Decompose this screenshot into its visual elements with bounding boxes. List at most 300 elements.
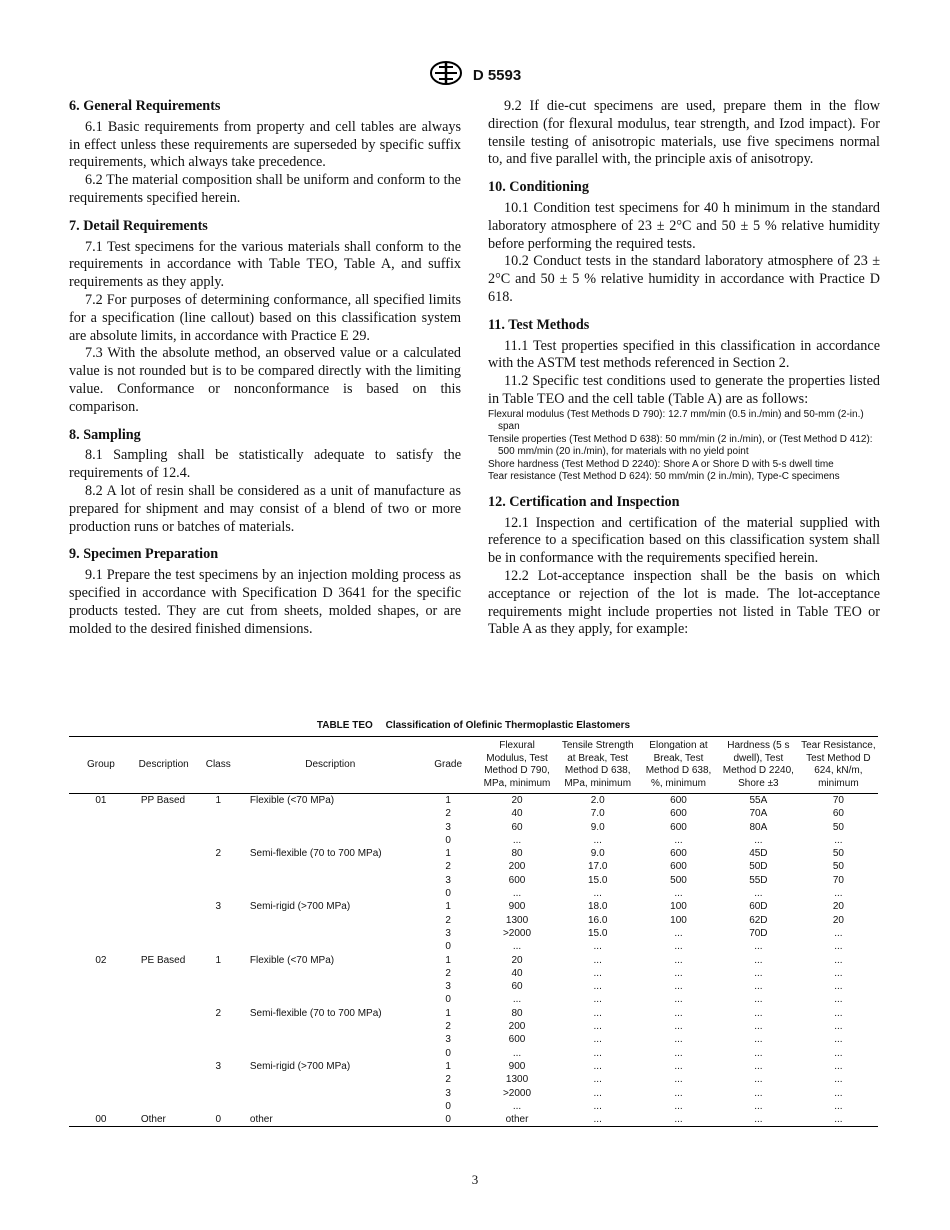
- table-cell: 1300: [505, 1074, 529, 1086]
- paragraph: 8.2 A lot of resin shall be considered as a unit of manufacture as prepared for shipment and may consist of a blend of two or more production runs or batches of materials.: [69, 482, 461, 535]
- table-cell: 1300: [505, 914, 529, 926]
- table-cell: ...: [834, 927, 843, 939]
- table-cell: [242, 834, 419, 847]
- table-cell: 600: [670, 795, 687, 806]
- table-cell: [195, 967, 242, 980]
- table-cell: [242, 860, 419, 873]
- table-title: [69, 720, 878, 731]
- table-cell: 200: [508, 1021, 526, 1033]
- table-cell: 3: [445, 1087, 451, 1099]
- table-cell: 1: [445, 901, 451, 913]
- table-cell: [69, 993, 133, 1006]
- table-cell: other: [478, 1113, 557, 1127]
- table-cell: 3: [445, 927, 451, 939]
- table-cell: ...: [674, 941, 683, 953]
- table-row: [69, 1020, 878, 1033]
- table-cell: [69, 807, 133, 820]
- table-cell: ...: [593, 981, 602, 993]
- table-cell: 900: [508, 1060, 526, 1072]
- table-cell: [133, 1020, 195, 1033]
- table-cell: [69, 1060, 133, 1073]
- table-cell: 100: [670, 901, 687, 913]
- table-cell: [195, 1087, 242, 1100]
- table-cell: 55D: [749, 874, 768, 886]
- table-cell: 60: [511, 821, 523, 833]
- table-cell: [69, 1007, 133, 1020]
- table-cell: ...: [754, 967, 763, 979]
- table-row: [69, 1100, 878, 1113]
- table-title-text: Classification of Olefinic Thermoplastic Elastomers: [385, 720, 631, 731]
- table-cell: 3: [445, 821, 451, 833]
- table-cell: [69, 927, 133, 940]
- table-cell: [195, 834, 242, 847]
- section-heading: 10. Conditioning: [488, 179, 589, 196]
- table-cell: ...: [754, 888, 763, 900]
- table-cell: ...: [834, 981, 843, 993]
- table-cell: [242, 980, 419, 993]
- table-cell: 40: [511, 967, 523, 979]
- table-cell: ...: [754, 1100, 763, 1112]
- table-cell: ...: [593, 1021, 602, 1033]
- table-cell: 70D: [749, 927, 768, 939]
- table-cell: [69, 1087, 133, 1100]
- paragraph: 9.2 If die-cut specimens are used, prepare them in the flow direction (for flexural modulus, tear strength, and Izod impact). For tensile testing of anisotropic materials, use five specimens normal to, and five parallel with, the principle axis of anisotropy.: [488, 98, 880, 168]
- table-cell: 2: [215, 1007, 221, 1019]
- table-row: [69, 1033, 878, 1046]
- table-cell: 0: [445, 1100, 451, 1112]
- table-cell: 3: [445, 1034, 451, 1046]
- table-cell: [195, 980, 242, 993]
- table-cell: 62D: [749, 914, 768, 926]
- table-cell: [133, 834, 195, 847]
- table-row: [69, 807, 878, 820]
- table-cell: ...: [674, 981, 683, 993]
- paragraph: 7.1 Test specimens for the various materials shall conform to the requirements in accordance with Table TEO, Table A, and suffix requirements as they apply.: [69, 238, 461, 291]
- section-heading: 8. Sampling: [69, 426, 141, 443]
- table-cell: [133, 900, 195, 913]
- left-column: [69, 98, 461, 638]
- table-cell: ...: [593, 834, 602, 846]
- table-cell: 2: [445, 967, 451, 979]
- column-header: Tear Resistance, Test Method D 624, kN/m, minimum: [799, 737, 878, 794]
- table-cell: [133, 874, 195, 887]
- table-cell: ...: [834, 1100, 843, 1112]
- table-cell: ...: [834, 994, 843, 1006]
- table-cell: ...: [593, 1074, 602, 1086]
- test-condition-item: Tensile properties (Test Method D 638): 50 mm/min (2 in./min), or (Test Method D 412): 500 mm/min (20 in./min), for materials with no yield point: [488, 433, 873, 458]
- table-cell: [69, 980, 133, 993]
- table-cell: 600: [508, 1034, 526, 1046]
- table-cell: ...: [556, 1113, 639, 1127]
- paragraph: 11.2 Specific test conditions used to generate the properties listed in Table TEO and the cell table (Table A) are as follows:: [488, 373, 880, 407]
- table-cell: 20: [511, 795, 523, 806]
- table-cell: [242, 874, 419, 887]
- classification-table: [69, 736, 878, 1127]
- table-cell: 16.0: [587, 914, 608, 926]
- table-row: [69, 954, 878, 967]
- table-cell: 0: [445, 941, 451, 953]
- table-cell: ...: [754, 1021, 763, 1033]
- table-cell: [69, 1020, 133, 1033]
- table-cell: ...: [834, 967, 843, 979]
- table-cell: [69, 887, 133, 900]
- table-cell: Semi-flexible (70 to 700 MPa): [249, 848, 382, 860]
- table-cell: 17.0: [587, 861, 608, 873]
- table-cell: ...: [593, 1060, 602, 1072]
- table-cell: ...: [754, 954, 763, 966]
- table-cell: ...: [834, 941, 843, 953]
- table-cell: [242, 1033, 419, 1046]
- table-cell: 70: [832, 795, 844, 806]
- table-cell: 2: [445, 1074, 451, 1086]
- table-cell: 01: [95, 795, 107, 806]
- table-cell: [195, 914, 242, 927]
- column-header: Class: [195, 737, 242, 794]
- table-cell: [69, 1033, 133, 1046]
- table-cell: 1: [445, 1007, 451, 1019]
- table-cell: [69, 860, 133, 873]
- table-cell: ...: [754, 994, 763, 1006]
- table-cell: 500: [670, 874, 687, 886]
- page-number: 3: [471, 1172, 479, 1187]
- table-row: [69, 900, 878, 913]
- column-header: Description: [242, 737, 419, 794]
- table-cell: 55A: [749, 795, 768, 806]
- table-cell: [242, 1020, 419, 1033]
- table-cell: 9.0: [590, 848, 605, 860]
- table-row: [69, 967, 878, 980]
- table-cell: [195, 1047, 242, 1060]
- table-cell: [69, 847, 133, 860]
- table-cell: [69, 834, 133, 847]
- table-cell: [133, 967, 195, 980]
- paragraph: 12.2 Lot-acceptance inspection shall be the basis on which acceptance or rejection of the lot is made. The lot-acceptance requirements might include properties not listed in Table TEO or Table A as they apply, for example:: [488, 567, 880, 638]
- table-cell: ...: [754, 981, 763, 993]
- paragraph: 8.1 Sampling shall be statistically adequate to satisfy the requirements of 12.4.: [69, 447, 461, 482]
- table-cell: ...: [674, 1034, 683, 1046]
- page-header: [0, 60, 950, 91]
- table-cell: 7.0: [590, 808, 605, 820]
- table-cell: [195, 874, 242, 887]
- table-cell: ...: [799, 1113, 878, 1127]
- table-cell: 1: [445, 1060, 451, 1072]
- table-cell: 2.0: [590, 795, 605, 806]
- table-cell: ...: [593, 1007, 602, 1019]
- table-cell: [133, 847, 195, 860]
- table-cell: ...: [674, 967, 683, 979]
- table-cell: 18.0: [587, 901, 608, 913]
- table-cell: ...: [674, 1074, 683, 1086]
- table-cell: ...: [834, 834, 843, 846]
- test-condition-item: Shore hardness (Test Method D 2240): Shore A or Shore D with 5-s dwell time: [488, 458, 834, 470]
- paragraph: 9.1 Prepare the test specimens by an injection molding process as specified in accordance with Specification D 3641 for the specific products tested. They are cut from sheets, molded shapes, or are molded to the desired finished dimensions.: [69, 567, 461, 637]
- table-cell: ...: [593, 954, 602, 966]
- table-cell: 40: [511, 808, 523, 820]
- table-cell: 1: [445, 848, 451, 860]
- paragraph: 6.2 The material composition shall be uniform and conform to the requirements specified herein.: [69, 172, 461, 206]
- table-cell: ...: [754, 941, 763, 953]
- table-cell: Semi-rigid (>700 MPa): [249, 901, 351, 913]
- table-cell: [242, 821, 419, 834]
- table-cell: 600: [670, 821, 687, 833]
- table-cell: [133, 1060, 195, 1073]
- table-row: [69, 993, 878, 1006]
- table-cell: [133, 1073, 195, 1086]
- table-cell: [133, 1100, 195, 1113]
- table-cell: [69, 967, 133, 980]
- table-cell: [133, 807, 195, 820]
- table-cell: [133, 1047, 195, 1060]
- table-cell: [69, 1100, 133, 1113]
- table-cell: other: [242, 1113, 419, 1127]
- table-row: [69, 1007, 878, 1020]
- section-heading: 6. General Requirements: [69, 98, 221, 114]
- paragraph: 10.1 Condition test specimens for 40 h minimum in the standard laboratory atmosphere of 23 ± 2°C and 50 ± 5 % relative humidity before performing the required tests.: [488, 199, 880, 252]
- table-cell: [195, 993, 242, 1006]
- table-cell: [133, 821, 195, 834]
- table-cell: [242, 807, 419, 820]
- table-cell: [133, 927, 195, 940]
- right-column: [488, 98, 880, 639]
- table-row: [69, 860, 878, 873]
- table-cell: Other: [133, 1113, 195, 1127]
- table-cell: ...: [754, 1007, 763, 1019]
- column-header: Group: [69, 737, 133, 794]
- table-cell: [195, 940, 242, 953]
- table-cell: 200: [508, 861, 526, 873]
- table-cell: >2000: [502, 1087, 532, 1099]
- table-cell: 2: [445, 1021, 451, 1033]
- table-cell: [242, 993, 419, 1006]
- table-cell: ...: [834, 888, 843, 900]
- table-cell: ...: [754, 1060, 763, 1072]
- table-cell: 1: [445, 795, 451, 806]
- table-cell: [133, 940, 195, 953]
- table-cell: ...: [512, 994, 522, 1006]
- table-cell: ...: [512, 1047, 522, 1059]
- table-row: [69, 794, 878, 808]
- table-cell: [242, 927, 419, 940]
- table-cell: 15.0: [587, 927, 608, 939]
- table-cell: [242, 940, 419, 953]
- table-cell: ...: [674, 1021, 683, 1033]
- table-row: [69, 821, 878, 834]
- section-heading: 7. Detail Requirements: [69, 217, 208, 234]
- table-cell: 1: [215, 954, 221, 966]
- table-title-label: TABLE TEO: [316, 720, 373, 731]
- table-cell: ...: [754, 1047, 763, 1059]
- table-cell: 0: [445, 1047, 451, 1059]
- table-cell: ...: [754, 1074, 763, 1086]
- paragraph: 6.1 Basic requirements from property and cell tables are always in effect unless these requirements are superseded by specific suffix requirements, which always take precedence.: [69, 118, 461, 171]
- table-cell: 20: [832, 914, 844, 926]
- table-cell: 50: [832, 821, 844, 833]
- table-row: [69, 914, 878, 927]
- table-cell: [133, 980, 195, 993]
- table-cell: >2000: [502, 927, 532, 939]
- table-cell: ...: [674, 1060, 683, 1072]
- table-cell: ...: [593, 1087, 602, 1099]
- table-cell: ...: [674, 834, 683, 846]
- table-cell: 900: [508, 901, 526, 913]
- astm-logo-icon: [429, 60, 463, 91]
- table-cell: 80: [511, 848, 523, 860]
- table-cell: 2: [445, 914, 451, 926]
- test-condition-item: Flexural modulus (Test Methods D 790): 12.7 mm/min (0.5 in./min) and 50-mm (2-in.) span: [488, 408, 864, 433]
- table-cell: [195, 927, 242, 940]
- table-cell: 0: [195, 1113, 242, 1127]
- table-row: [69, 980, 878, 993]
- table-cell: 1: [445, 954, 451, 966]
- table-cell: 0: [419, 1113, 478, 1127]
- table-cell: 0: [445, 888, 451, 900]
- table-cell: 600: [670, 848, 687, 860]
- section-heading: 9. Specimen Preparation: [69, 546, 219, 563]
- table-cell: ...: [674, 1047, 683, 1059]
- table-cell: ...: [834, 1074, 843, 1086]
- table-cell: Flexible (<70 MPa): [249, 795, 335, 806]
- table-cell: [133, 860, 195, 873]
- table-cell: ...: [593, 941, 602, 953]
- table-cell: 80A: [749, 821, 768, 833]
- table-cell: ...: [674, 1007, 683, 1019]
- table-cell: [195, 887, 242, 900]
- table-cell: 1: [215, 795, 221, 806]
- table-cell: [69, 874, 133, 887]
- designation: D 5593: [472, 67, 522, 84]
- table-cell: ...: [674, 1087, 683, 1099]
- table-cell: 50: [832, 861, 844, 873]
- table-cell: 60D: [749, 901, 768, 913]
- table-teo: [69, 720, 878, 1127]
- paragraph: 11.1 Test properties specified in this classification in accordance with the ASTM test methods referenced in Section 2.: [488, 337, 880, 372]
- table-row: [69, 1113, 878, 1127]
- table-cell: [242, 1100, 419, 1113]
- table-cell: [242, 1087, 419, 1100]
- table-cell: 2: [445, 808, 451, 820]
- table-cell: ...: [512, 1100, 522, 1112]
- table-cell: ...: [834, 954, 843, 966]
- table-cell: ...: [834, 1047, 843, 1059]
- table-cell: ...: [593, 1034, 602, 1046]
- table-cell: 100: [670, 914, 687, 926]
- table-cell: 15.0: [587, 874, 608, 886]
- table-cell: 9.0: [590, 821, 605, 833]
- test-condition-item: Tear resistance (Test Method D 624): 50 mm/min (2 in./min), Type-C specimens: [488, 471, 840, 483]
- table-cell: 0: [445, 834, 451, 846]
- table-cell: PE Based: [140, 954, 186, 966]
- table-row: [69, 927, 878, 940]
- column-header: Description: [133, 737, 195, 794]
- table-cell: ...: [512, 888, 522, 900]
- table-cell: ...: [834, 1007, 843, 1019]
- table-cell: ...: [834, 1060, 843, 1072]
- table-cell: 3: [215, 1060, 221, 1072]
- table-cell: 60: [511, 981, 523, 993]
- table-cell: 600: [670, 861, 687, 873]
- table-cell: [69, 940, 133, 953]
- paragraph: 7.3 With the absolute method, an observed value or a calculated value is not rounded but is to be compared directly with the limiting value. Conformance or nonconformance is based on this comparison.: [69, 345, 461, 415]
- table-row: [69, 1060, 878, 1073]
- table-cell: ...: [754, 1087, 763, 1099]
- table-cell: [195, 1033, 242, 1046]
- table-cell: [133, 993, 195, 1006]
- table-cell: 60: [832, 808, 844, 820]
- table-cell: PP Based: [140, 795, 186, 806]
- table-cell: 70: [832, 874, 844, 886]
- table-cell: ...: [674, 888, 683, 900]
- table-cell: ...: [834, 1034, 843, 1046]
- table-cell: ...: [674, 954, 683, 966]
- table-cell: 3: [445, 981, 451, 993]
- table-cell: [69, 900, 133, 913]
- table-cell: [133, 1007, 195, 1020]
- test-conditions-list: [488, 409, 880, 484]
- paragraph: 7.2 For purposes of determining conformance, all specified limits for a specification (line callout) based on this classification system are absolute limits, in accordance with Practice E 29.: [69, 291, 461, 344]
- table-cell: 70A: [749, 808, 768, 820]
- table-row: [69, 874, 878, 887]
- table-cell: [69, 914, 133, 927]
- table-cell: ...: [834, 1087, 843, 1099]
- table-cell: 80: [511, 1007, 523, 1019]
- table-row: [69, 940, 878, 953]
- section-heading: 11. Test Methods: [488, 316, 590, 333]
- table-cell: [133, 887, 195, 900]
- table-cell: 20: [511, 954, 523, 966]
- table-cell: ...: [512, 941, 522, 953]
- table-cell: 3: [445, 874, 451, 886]
- paragraph: 10.2 Conduct tests in the standard laboratory atmosphere of 23 ± 2°C and 50 ± 5 % relative humidity in accordance with Practice D 618.: [488, 253, 880, 305]
- table-cell: [69, 821, 133, 834]
- table-cell: Semi-flexible (70 to 700 MPa): [249, 1007, 382, 1019]
- table-header-row: [69, 737, 878, 794]
- table-cell: 45D: [749, 848, 768, 860]
- table-cell: Semi-rigid (>700 MPa): [249, 1060, 351, 1072]
- column-header: Hardness (5 s dwell), Test Method D 2240, Shore ±3: [718, 737, 799, 794]
- table-cell: 20: [832, 901, 844, 913]
- table-cell: ...: [674, 1100, 683, 1112]
- table-row: [69, 1087, 878, 1100]
- table-cell: ...: [593, 888, 602, 900]
- table-cell: [242, 914, 419, 927]
- table-cell: 02: [95, 954, 107, 966]
- column-header: Tensile Strength at Break, Test Method D 638, MPa, minimum: [556, 737, 639, 794]
- table-cell: [195, 1020, 242, 1033]
- table-cell: ...: [754, 1034, 763, 1046]
- table-cell: [133, 914, 195, 927]
- table-cell: ...: [593, 967, 602, 979]
- table-cell: ...: [593, 994, 602, 1006]
- section-heading: 12. Certification and Inspection: [488, 493, 680, 510]
- table-cell: [242, 1073, 419, 1086]
- table-cell: [69, 1047, 133, 1060]
- table-cell: [195, 860, 242, 873]
- table-cell: [242, 967, 419, 980]
- table-body: [69, 794, 878, 1127]
- table-cell: [69, 1073, 133, 1086]
- table-cell: ...: [718, 1113, 799, 1127]
- table-cell: [242, 1047, 419, 1060]
- table-cell: 50: [832, 848, 844, 860]
- table-cell: [195, 821, 242, 834]
- table-cell: [133, 1087, 195, 1100]
- table-cell: 50D: [749, 861, 768, 873]
- table-cell: ...: [639, 1113, 718, 1127]
- table-cell: 0: [445, 994, 451, 1006]
- column-header: Grade: [419, 737, 478, 794]
- table-cell: 00: [69, 1113, 133, 1127]
- table-cell: [133, 1033, 195, 1046]
